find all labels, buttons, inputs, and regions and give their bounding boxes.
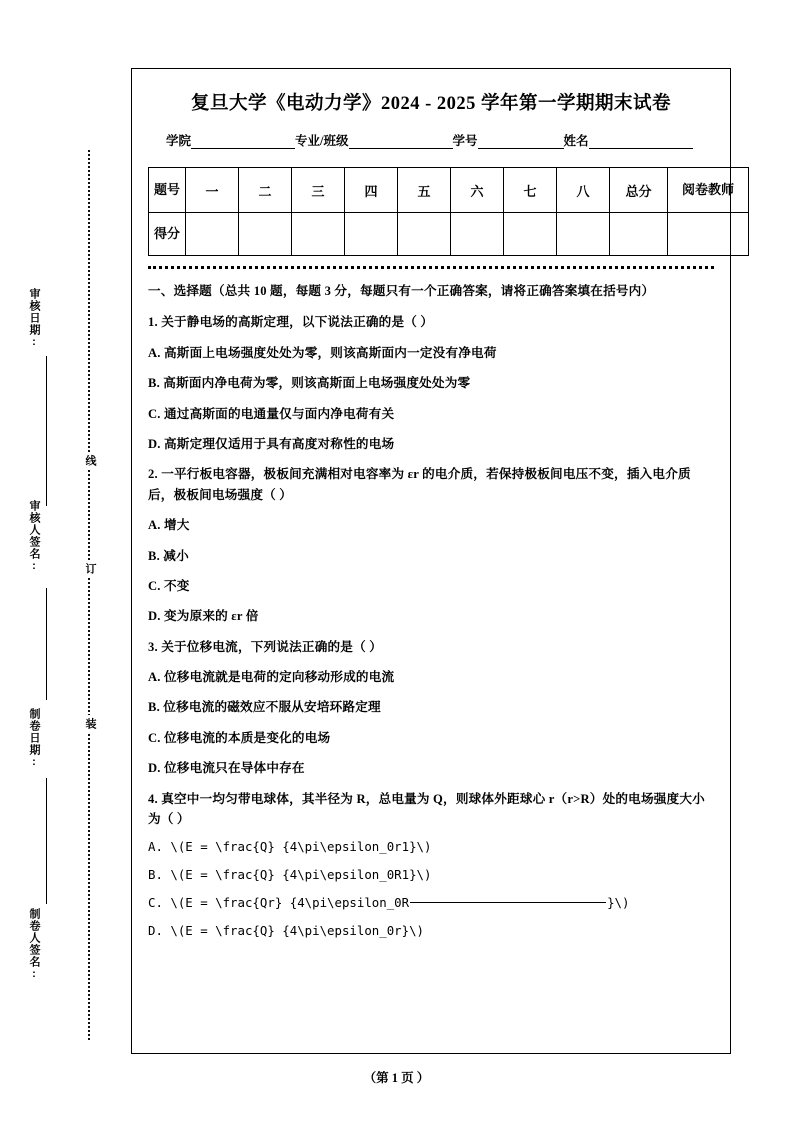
score-cell-5[interactable] — [398, 213, 451, 256]
section-one-heading: 一、选择题（总共 10 题，每题 3 分，每题只有一个正确答案，请将正确答案填在括号内） — [148, 284, 655, 298]
question-4-option-a-text: A. \(E = \frac{Q} {4\pi\epsilon_0r1}\) — [148, 839, 432, 855]
q-col-total: 总分 — [610, 168, 668, 213]
identity-fields-row — [166, 131, 714, 149]
exam-sheet — [131, 68, 734, 1054]
question-2-stem: 2. 一平行板电容器，极板间充满相对电容率为 εr 的电介质，若保持极板间电压不变，插入电介质后，极板间电场强度（ ） — [148, 467, 691, 502]
seam-mark-ding: 订 — [80, 560, 98, 577]
question-1-option-d[interactable]: D. 高斯定理仅适用于具有高度对称性的电场 — [148, 436, 395, 451]
question-3-stem: 3. 关于位移电流，下列说法正确的是（ ） — [148, 639, 383, 654]
question-2-option-c[interactable]: C. 不变 — [148, 578, 190, 593]
question-3-option-c[interactable]: C. 位移电流的本质是变化的电场 — [148, 730, 331, 745]
score-cell-7[interactable] — [504, 213, 557, 256]
table-row-question-numbers — [149, 168, 749, 213]
margin-rule-3 — [46, 778, 47, 900]
page-footer: （第 1 页 ） — [363, 1071, 430, 1085]
score-cell-1[interactable] — [186, 213, 239, 256]
question-2-option-a[interactable]: A. 增大 — [148, 518, 190, 533]
margin-rule-2 — [46, 588, 47, 700]
question-4-option-a[interactable] — [148, 839, 714, 854]
q-col-5: 五 — [398, 168, 451, 213]
question-4-option-d[interactable] — [148, 923, 714, 938]
seam-mark-zhuang: 装 — [80, 715, 98, 732]
q-col-grader: 阅卷教师 — [668, 168, 749, 213]
question-4-option-b-text: B. \(E = \frac{Q} {4\pi\epsilon_0R1}\) — [148, 867, 432, 883]
table-row-scores — [149, 213, 749, 256]
question-1-stem: 1. 关于静电场的高斯定理，以下说法正确的是（ ） — [148, 315, 434, 330]
field-label-name: 姓名 — [563, 134, 589, 148]
question-4-option-c-suffix: }\) — [607, 895, 630, 911]
field-label-student-id: 学号 — [452, 134, 478, 148]
q-col-1: 一 — [186, 168, 239, 213]
question-2-option-b[interactable]: B. 减小 — [148, 548, 189, 563]
q-col-7: 七 — [504, 168, 557, 213]
q-col-8: 八 — [557, 168, 610, 213]
margin-note-review-date: 审核日期: — [28, 288, 40, 349]
question-4-option-d-text: D. \(E = \frac{Q} {4\pi\epsilon_0r}\) — [148, 923, 425, 939]
score-table — [148, 167, 749, 256]
name-input[interactable] — [589, 135, 693, 149]
section-divider — [148, 266, 714, 269]
margin-rule-4 — [46, 886, 47, 904]
question-4-option-c[interactable] — [148, 895, 714, 910]
score-cell-6[interactable] — [451, 213, 504, 256]
question-1-option-c[interactable]: C. 通过高斯面的电通量仅与面内净电荷有关 — [148, 406, 395, 421]
score-cell-2[interactable] — [239, 213, 292, 256]
row-label-question-no: 题号 — [149, 168, 186, 213]
q-col-6: 六 — [451, 168, 504, 213]
seam-mark-xian: 线 — [80, 452, 98, 469]
field-label-major-class: 专业/班级 — [295, 134, 349, 148]
margin-note-paper-date: 制卷日期: — [28, 708, 40, 769]
question-1-option-a[interactable]: A. 高斯面上电场强度处处为零，则该高斯面内一定没有净电荷 — [148, 345, 497, 360]
question-4-option-c-text: C. \(E = \frac{Qr} {4\pi\epsilon_0R — [148, 895, 410, 911]
binding-seam-line — [88, 150, 90, 1040]
question-3-option-a[interactable]: A. 位移电流就是电荷的定向移动形成的电流 — [148, 670, 395, 685]
margin-note-paper-maker-sign: 制卷人签名: — [28, 908, 40, 981]
question-1-option-b[interactable]: B. 高斯面内净电荷为零，则该高斯面上电场强度处处为零 — [148, 376, 471, 391]
score-cell-total[interactable] — [610, 213, 668, 256]
question-2-option-d[interactable]: D. 变为原来的 εr 倍 — [148, 609, 259, 624]
q-col-2: 二 — [239, 168, 292, 213]
margin-rule-1 — [46, 356, 47, 506]
major-class-input[interactable] — [349, 135, 453, 149]
college-input[interactable] — [191, 135, 295, 149]
question-3-option-b[interactable]: B. 位移电流的磁效应不服从安培环路定理 — [148, 700, 381, 715]
page-title: 复旦大学《电动力学》2024 - 2025 学年第一学期期末试卷 — [190, 94, 672, 114]
score-cell-4[interactable] — [345, 213, 398, 256]
student-id-input[interactable] — [478, 135, 564, 149]
field-label-college: 学院 — [166, 134, 192, 148]
question-4-option-b[interactable] — [148, 867, 714, 882]
score-cell-8[interactable] — [557, 213, 610, 256]
score-cell-grader[interactable] — [668, 213, 749, 256]
q-col-3: 三 — [292, 168, 345, 213]
row-label-score: 得分 — [149, 213, 186, 256]
margin-note-reviewer-sign: 审核人签名: — [28, 500, 40, 573]
question-3-option-d[interactable]: D. 位移电流只在导体中存在 — [148, 761, 305, 776]
question-4-option-c-rule — [410, 902, 606, 903]
score-cell-3[interactable] — [292, 213, 345, 256]
q-col-4: 四 — [345, 168, 398, 213]
question-4-stem: 4. 真空中一均匀带电球体，其半径为 R，总电量为 Q，则球体外距球心 r（r>R）处的电场强度大小为（ ） — [148, 791, 705, 827]
